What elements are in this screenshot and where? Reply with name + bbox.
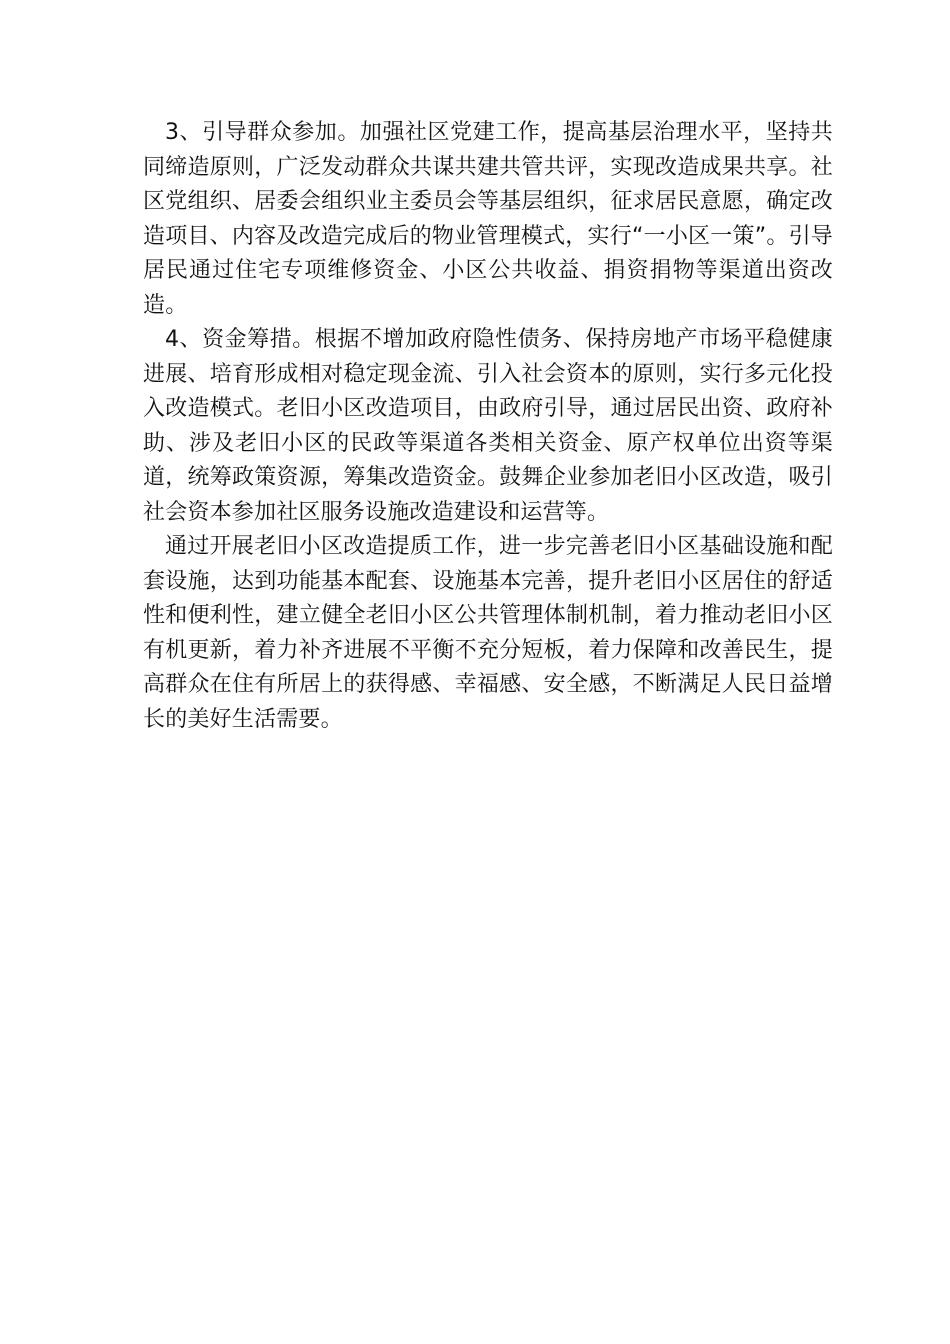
paragraph-conclusion: 通过开展老旧小区改造提质工作，进一步完善老旧小区基础设施和配套设施，达到功能基本配套、设施基本完善，提升老旧小区居住的舒适性和便利性，建立健全老旧小区公共管理体制机制，着力推动老旧小区有机更新，着力补齐进展不平衡不充分短板，着力保障和改善民生，提高群众在住有所居上的获得感、幸福感、安全感，不断满足人民日益增长的美好生活需要。: [143, 534, 833, 732]
document-page: [143, 116, 833, 737]
paragraph-funding: 4、资金筹措。根据不增加政府隐性债务、保持房地产市场平稳健康进展、培育形成相对稳定现金流、引入社会资本的原则，实行多元化投入改造模式。老旧小区改造项目，由政府引导，通过居民出资、政府补助、涉及老旧小区的民政等渠道各类相关资金、原产权单位出资等渠道，统筹政策资源，筹集改造资金。鼓舞企业参加老旧小区改造，吸引社会资本参加社区服务设施改造建设和运营等。: [143, 327, 833, 525]
paragraph-resident-participation: 3、引导群众参加。加强社区党建工作，提高基层治理水平，坚持共同缔造原则，广泛发动群众共谋共建共管共评，实现改造成果共享。社区党组织、居委会组织业主委员会等基层组织，征求居民意愿，确定改造项目、内容及改造完成后的物业管理模式，实行“一小区一策”。引导居民通过住宅专项维修资金、小区公共收益、捐资捐物等渠道出资改造。: [143, 120, 833, 318]
